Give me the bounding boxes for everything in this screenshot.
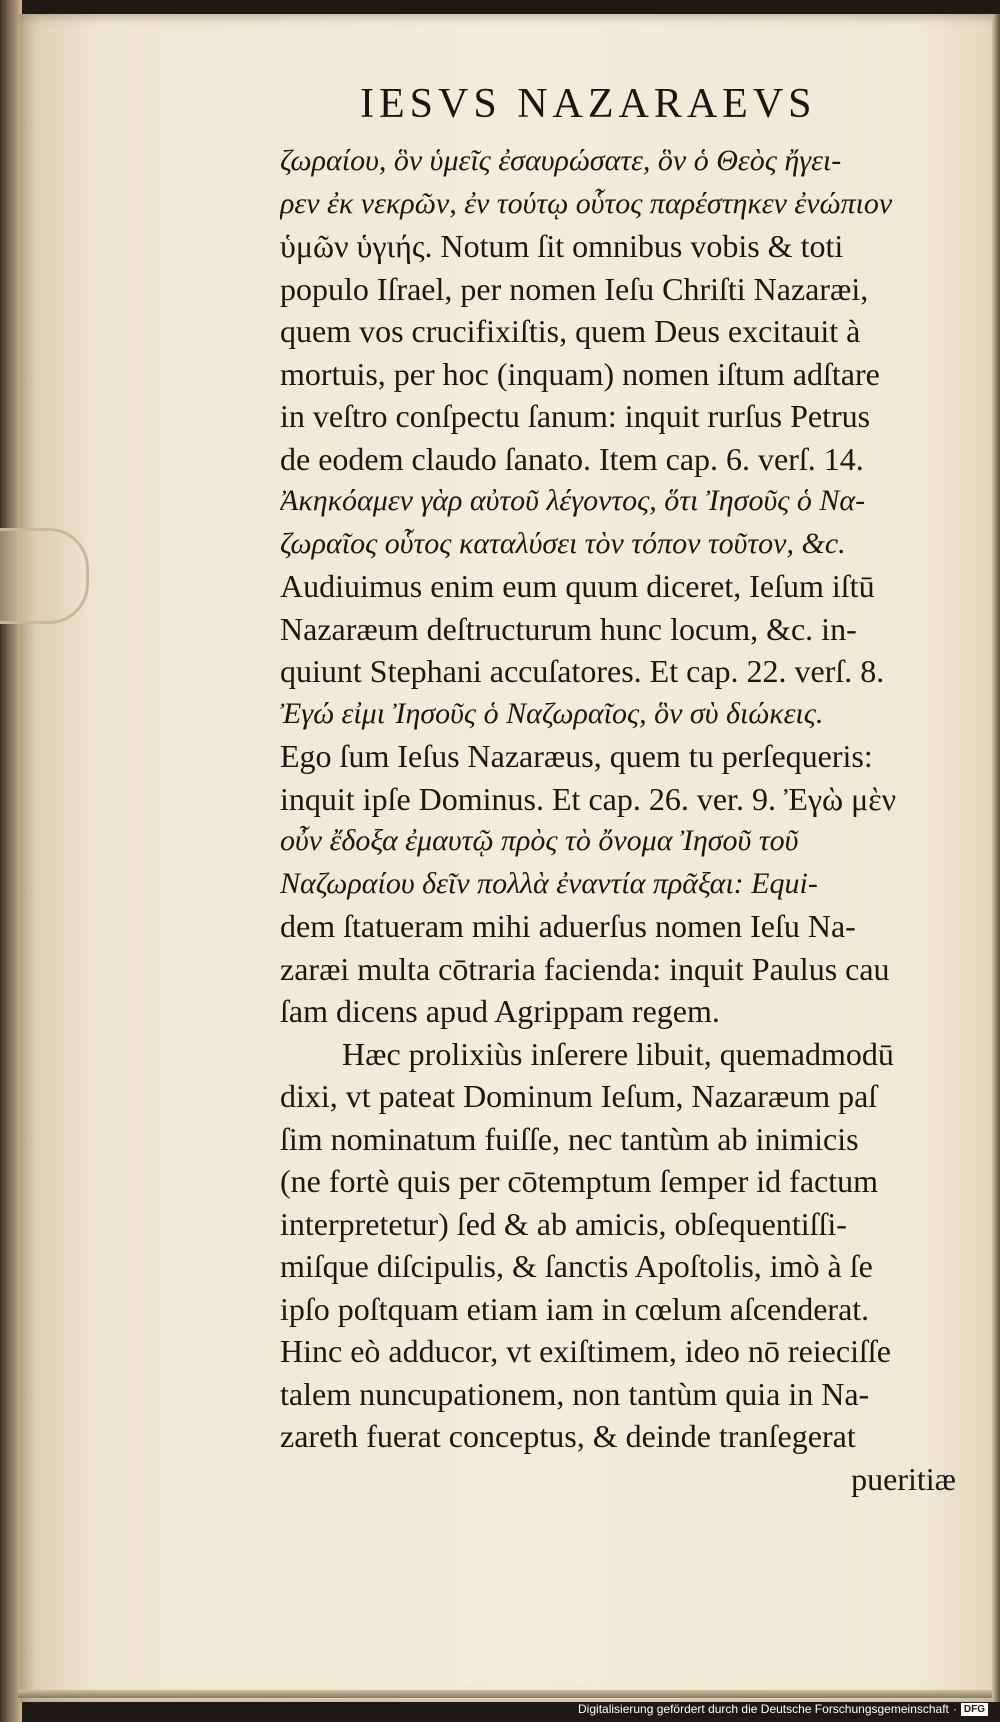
- text-line: ſim nominatum fuiſſe, nec tantùm ab inimicis: [280, 1120, 859, 1157]
- text-line: Ἐγώ εἰμι Ἰησοῦς ὁ Ναζωραῖος, ὃν σὺ διώκεις.: [280, 696, 824, 730]
- text-line: Hinc eò adducor, vt exiſtimem, ideo nō reieciſſe: [280, 1333, 891, 1369]
- running-header: IESVS NAZARAEVS: [360, 81, 817, 127]
- text-line: dixi, vt pateat Dominum Ieſum, Nazaræum paſ: [280, 1078, 878, 1114]
- text-line: οὖν ἔδοξα ἐμαυτῷ πρὸς τὸ ὄνομα Ἰησοῦ τοῦ: [280, 824, 799, 857]
- text-line: miſque diſcipulis, & ſanctis Apoſtolis, imò à ſe: [280, 1248, 873, 1284]
- text-line: ζωραῖος οὗτος καταλύσει τὸν τόπον τοῦτον, &c.: [280, 526, 846, 560]
- text-line: Ἀκηκόαμεν γὰρ αὐτοῦ λέγοντος, ὅτι Ἰησοῦς ὁ Να-: [280, 484, 866, 517]
- dash-separator: ·: [952, 1702, 957, 1716]
- page-bottom-edge: [18, 1690, 1000, 1698]
- book-clasp: [0, 528, 89, 624]
- text-line: zaræi multa cōtraria facienda: inquit Paulus cau: [280, 950, 890, 987]
- text-line: dem ſtatueram mihi aduerſus nomen Ieſu Na-: [280, 908, 856, 944]
- funding-credit: Digitalisierung gefördert durch die Deutsche Forschungsgemeinschaft: [578, 1702, 949, 1716]
- text-line: Ναζωραίου δεῖν πολλὰ ἐναντία πρᾶξαι: Equi-: [280, 866, 818, 900]
- text-line: quem vos crucifixiſtis, quem Deus excitauit à: [280, 313, 861, 349]
- text-line: (ne fortè quis per cōtemptum ſemper id factum: [280, 1163, 879, 1199]
- text-line: ipſo poſtquam etiam iam in cœlum aſcenderat.: [280, 1290, 870, 1327]
- text-line: Hæc prolixiùs inſerere libuit, quemadmodū: [342, 1035, 894, 1072]
- digitization-footer: [578, 1702, 988, 1716]
- text-line: Ego ſum Ieſus Nazaræus, quem tu perſequeris:: [280, 738, 873, 774]
- text-line: zareth fuerat conceptus, & deinde tranſegerat: [280, 1418, 856, 1454]
- text-line: ρεν ἐκ νεκρῶν, ἐν τούτῳ οὗτος παρέστηκεν ἐνώπιον: [280, 186, 893, 220]
- page-right-edge: [992, 14, 1000, 1702]
- text-line: Nazaræum deſtructurum hunc locum, &c. in-: [280, 610, 857, 647]
- text-line: in veſtro conſpectu ſanum: inquit rurſus Petrus: [280, 398, 871, 434]
- text-line: talem nuncupationem, non tantùm quia in Na-: [280, 1375, 870, 1412]
- text-line: Audiuimus enim eum quum diceret, Ieſum iſtū: [280, 568, 875, 604]
- text-line: populo Iſrael, per nomen Ieſu Chriſti Nazaræi,: [280, 270, 869, 307]
- text-line: ſam dicens apud Agrippam regem.: [280, 993, 720, 1029]
- text-line: mortuis, per hoc (inquam) nomen iſtum adſtare: [280, 355, 880, 392]
- dfg-logo: DFG: [961, 1703, 988, 1716]
- text-line: quiunt Stephani accuſatores. Et cap. 22. verſ. 8.: [280, 653, 885, 689]
- text-line: pueritiæ: [851, 1460, 956, 1497]
- text-line: inquit ipſe Dominus. Et cap. 26. ver. 9. Ἐγὼ μὲν: [280, 780, 897, 817]
- text-line: ζωραίου, ὃν ὑμεῖς ἐσαυρώσατε, ὃν ὁ Θεὸς ἤγει-: [280, 144, 842, 177]
- page-text-block: [280, 140, 980, 1500]
- text-line: interpretetur) ſed & ab amicis, obſequentiſſi-: [280, 1205, 847, 1242]
- text-line: ὑμῶν ὑγιής. Notum ſit omnibus vobis & toti: [280, 228, 844, 264]
- text-line: de eodem claudo ſanato. Item cap. 6. verſ. 14.: [280, 440, 864, 477]
